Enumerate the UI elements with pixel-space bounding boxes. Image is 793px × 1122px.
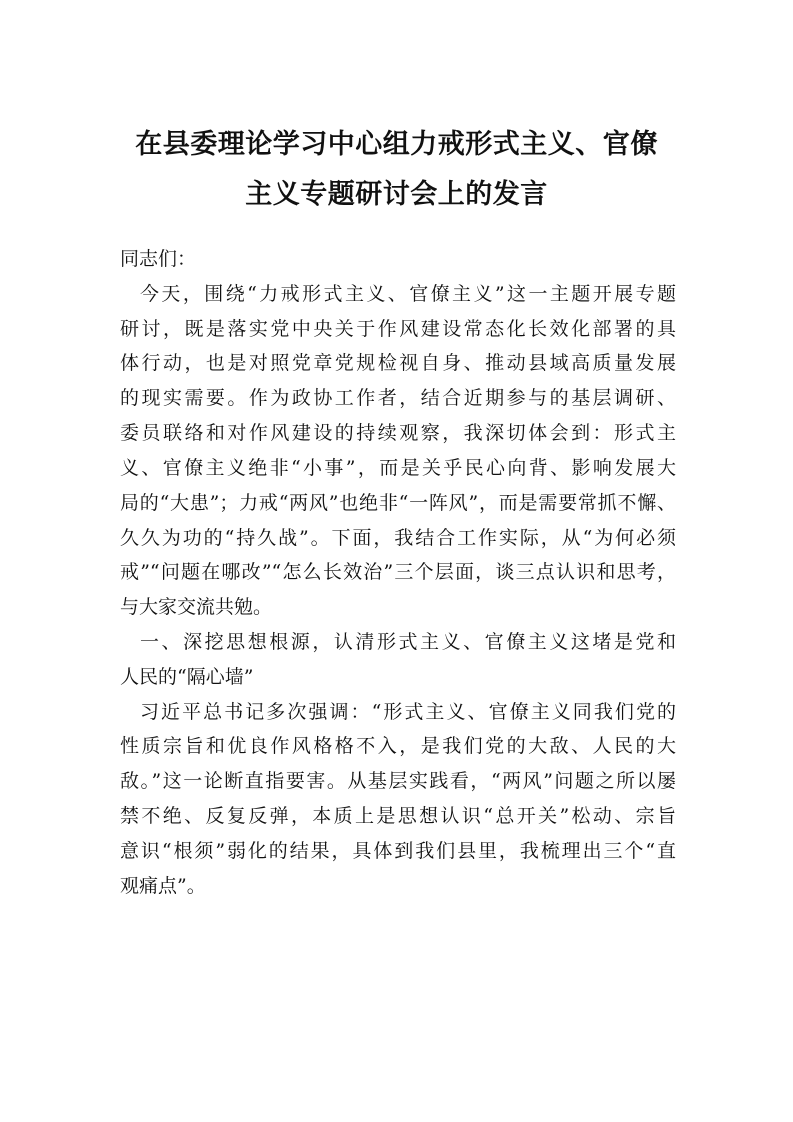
paragraph-line: 禁不绝、反复反弹，本质上是思想认识“总开关”松动、宗旨 — [120, 805, 676, 827]
section-heading-line: 一、深挖思想根源，认清形式主义、官僚主义这堵是党和 — [140, 631, 676, 653]
paragraph-line: 敌。”这一论断直指要害。从基层实践看，“两风”问题之所以屡 — [120, 770, 676, 792]
paragraph-line: 体行动，也是对照党章党规检视自身、推动县域高质量发展 — [120, 352, 676, 374]
paragraph-line: 局的“大患”；力戒“两风”也绝非“一阵风”，而是需要常抓不懈、 — [120, 492, 676, 514]
document-title-line-1: 在县委理论学习中心组力戒形式主义、官僚 — [135, 129, 658, 160]
paragraph-line: 意识“根须”弱化的结果，具体到我们县里，我梳理出三个“直 — [120, 840, 676, 862]
paragraph-line: 研讨，既是落实党中央关于作风建设常态化长效化部署的具 — [120, 318, 676, 340]
paragraph-line: 义、官僚主义绝非“小事”，而是关乎民心向背、影响发展大 — [120, 457, 676, 479]
paragraph-line: 久久为功的“持久战”。下面，我结合工作实际，从“为何必须 — [120, 527, 676, 549]
paragraph-line: 委员联络和对作风建设的持续观察，我深切体会到：形式主 — [120, 422, 676, 444]
paragraph-line: 性质宗旨和优良作风格格不入，是我们党的大敌、人民的大 — [120, 735, 676, 757]
paragraph-line: 习近平总书记多次强调：“形式主义、官僚主义同我们党的 — [140, 701, 676, 723]
salutation: 同志们： — [120, 248, 197, 270]
paragraph-line: 与大家交流共勉。 — [120, 596, 273, 618]
paragraph-line: 戒”“问题在哪改”“怎么长效治”三个层面，谈三点认识和思考， — [120, 561, 676, 583]
paragraph-line: 的现实需要。作为政协工作者，结合近期参与的基层调研、 — [120, 387, 676, 409]
paragraph-line: 观痛点”。 — [120, 875, 206, 897]
paragraph-line: 今天，围绕“力戒形式主义、官僚主义”这一主题开展专题 — [140, 283, 676, 305]
document-title-line-2: 主义专题研讨会上的发言 — [245, 179, 548, 210]
section-heading-line: 人民的“隔心墙” — [120, 666, 254, 688]
